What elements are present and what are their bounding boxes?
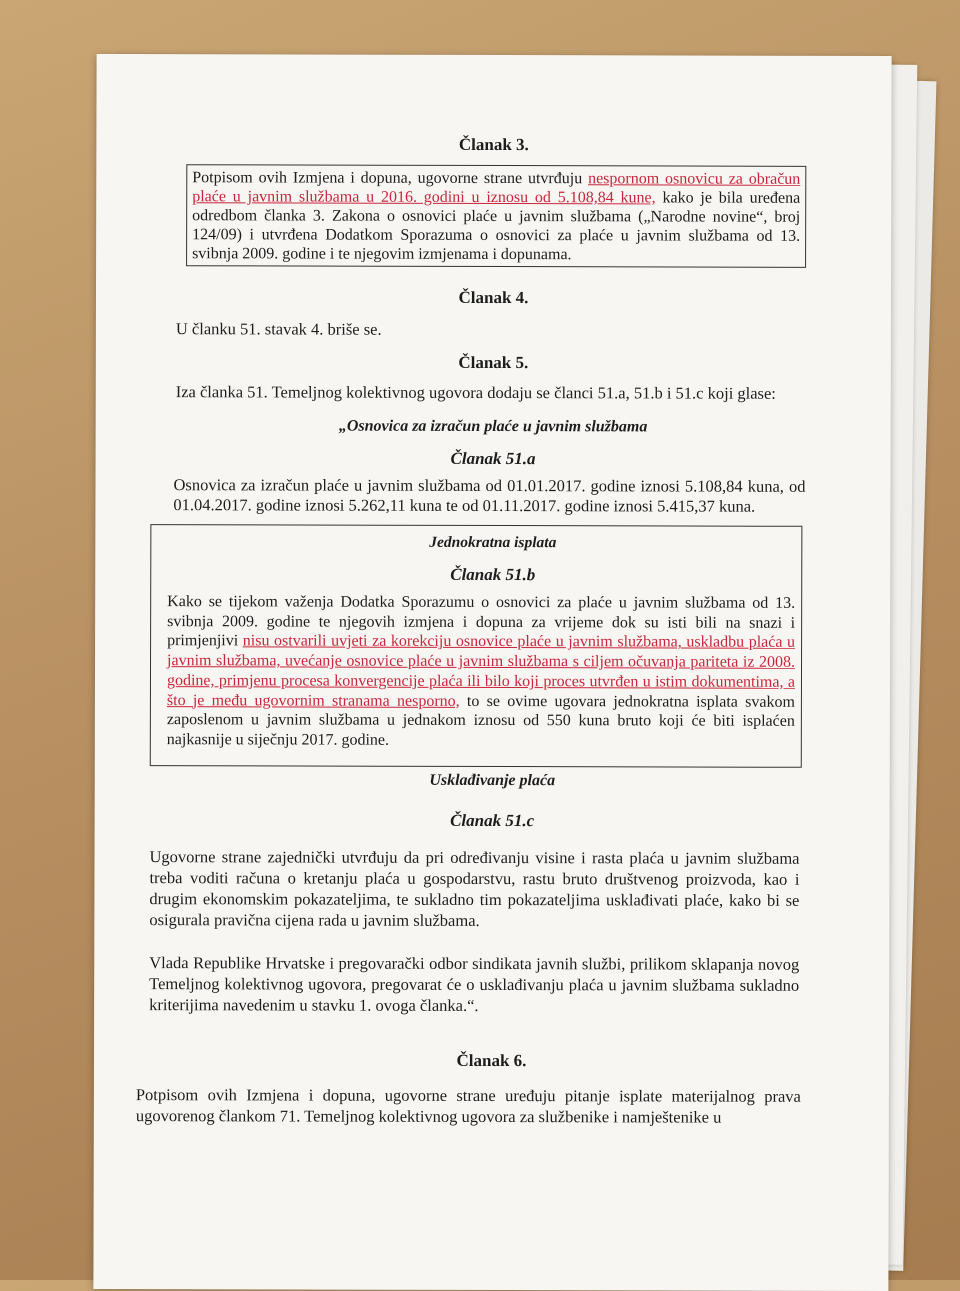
article-51c-paragraph-1: Ugovorne strane zajednički utvrđuju da pri određivanju visine i rasta plaća u javnim službama treba voditi računa o kretanju plaća u gospodarstvu, rastu bruto društvenog proizvoda, kao i drugim ekonomskim pokazateljima, te sukladno tim pokazateljima usklađivati plaće, kako bi se osigurala pravična cijena rada u javnim službama. <box>149 847 800 930</box>
article-51b-text-part2: to se ovime ugovara jednokratna isplata svakom zaposlenom u javnim službama u jednakom iznosu od 550 kuna bruto koji će biti isplaćen najkasnije u siječnju 2017. godine. <box>166 692 795 749</box>
article-51a-heading: Članak 51.a <box>450 448 536 469</box>
document-page <box>93 54 891 1291</box>
article-5-intro: Iza članka 51. Temeljnog kolektivnog ugovora dodaju se članci 51.a, 51.b i 51.c koji glase: <box>175 382 776 403</box>
article-51c-heading: Članak 51.c <box>450 810 535 831</box>
article-3-text-part1: Potpisom ovih Izmjena i dopuna, ugovorne strane utvrđuju <box>192 169 589 188</box>
article-5-heading: Članak 5. <box>458 352 529 373</box>
article-3-text-part2: kako je bila uređena odredbom članka 3. Zakona o osnovici plaće u javnim službama („Narodne novine“, broj 124/09) i utvrđena Dodatkom Sporazuma o osnovici za plaće u javnim službama od 13. svibnja 2009. godine i te njegovim izmjenama i dopunama. <box>192 189 801 264</box>
article-51c-title: Usklađivanje plaća <box>429 771 556 790</box>
article-6-text: Potpisom ovih Izmjena i dopuna, ugovorne strane uređuju pitanje isplate materijalnog prava ugovorenog člankom 71. Temeljnog kolektivnog ugovora za službenike i namještenike u <box>135 1085 801 1127</box>
article-6-heading: Članak 6. <box>456 1050 527 1071</box>
article-51b-text-part1: Kako se tijekom važenja Dodatka Sporazumu o osnovici za plaće u javnim službama od 13. svibnja 2009. godine te njegovih izmjena i dopuna za vrijeme dok su isti bili na snazi i primjenjivi <box>167 593 796 650</box>
article-51b-title: Jednokratna isplata <box>429 533 557 552</box>
article-3-heading: Članak 3. <box>458 134 529 155</box>
article-51b-text <box>167 592 795 751</box>
article-5-subtitle: „Osnovica za izračun plaće u javnim službama <box>338 417 648 436</box>
article-4-text: U članku 51. stavak 4. briše se. <box>175 319 382 339</box>
article-51b-highlight: nisu ostvarili uvjeti za korekciju osnovice plaće u javnim službama, uskladbu plaća u javnim službama, uvećanje osnovice plaće u javnim službama s ciljem očuvanja pariteta iz 2008. godine, primjenu procesa konvergencije plaća ili bilo koji proces utvrđen u istim dokumentima, a što je među ugovornim stranama nesporno, <box>166 632 796 710</box>
article-3-text <box>192 168 800 265</box>
article-3-highlight: nespornom osnovicu za obračun plaće u javnim službama u 2016. godini u iznosu od 5.108,84 kune, <box>192 170 801 207</box>
article-51a-text: Osnovica za izračun plaće u javnim službama od 01.01.2017. godine iznosi 5.108,84 kuna, od 01.04.2017. godine iznosi 5.262,11 kuna te od 01.11.2017. godine iznosi 5.415,37 kuna. <box>173 475 806 516</box>
article-51b-heading: Članak 51.b <box>450 564 536 585</box>
article-51c-paragraph-2: Vlada Republike Hrvatske i pregovarački odbor sindikata javnih službi, prilikom sklapanja novog Temeljnog kolektivnog ugovora, pregovarat će o usklađivanju plaća u javnim službama sukladno kriterijima navedenim u stavku 1. ovoga članka.“. <box>149 953 800 1015</box>
article-4-heading: Članak 4. <box>458 287 529 308</box>
